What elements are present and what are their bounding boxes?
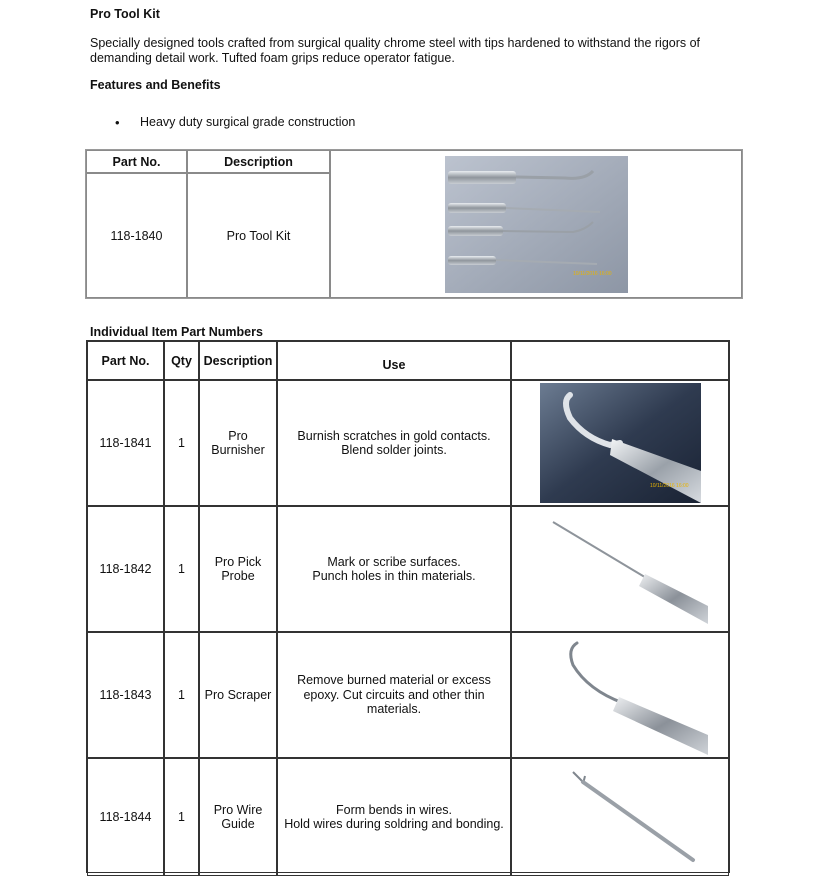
- burnisher-photo: [540, 383, 701, 503]
- description-line: Pro: [228, 428, 248, 443]
- use: [277, 506, 511, 632]
- tool-photo-cell: [511, 758, 729, 876]
- description: [199, 758, 277, 876]
- qty: 1: [164, 632, 199, 758]
- description-line: Guide: [221, 817, 255, 831]
- kit-photo-cell: [330, 150, 742, 298]
- kit-description: Pro Tool Kit: [187, 173, 330, 298]
- use-line: Burnish scratches in gold contacts.: [297, 428, 491, 443]
- tool-photo-cell: [511, 380, 729, 506]
- use: [277, 758, 511, 876]
- page-title: Pro Tool Kit: [90, 7, 160, 21]
- description: [199, 380, 277, 506]
- kit-header-description: Description: [187, 150, 330, 173]
- items-heading: Individual Item Part Numbers: [90, 325, 263, 339]
- use-line: Mark or scribe surfaces.: [327, 554, 461, 569]
- description-line: Probe: [221, 569, 255, 583]
- header-part-no: Part No.: [87, 341, 164, 380]
- description-line: Pro Scraper: [204, 687, 272, 702]
- qty: 1: [164, 380, 199, 506]
- part-no: 118-1843: [87, 632, 164, 758]
- use: [277, 380, 511, 506]
- use-line: Hold wires during soldring and bonding.: [284, 817, 504, 831]
- part-no: 118-1844: [87, 758, 164, 876]
- header-qty: Qty: [164, 341, 199, 380]
- use: [277, 632, 511, 758]
- table-row: [87, 758, 729, 876]
- description-line: Pro Wire: [213, 802, 263, 817]
- part-no: 118-1842: [87, 506, 164, 632]
- intro-paragraph: Specially designed tools crafted from surgical quality chrome steel with tips hardened to withstand the rigors of demanding detail work. Tufted foam grips reduce operator fatigue.: [90, 36, 701, 65]
- description: [199, 632, 277, 758]
- description-line: Pro Pick: [214, 554, 262, 569]
- use-line: Punch holes in thin materials.: [312, 569, 476, 583]
- header-description: Description: [199, 341, 277, 380]
- part-no: 118-1841: [87, 380, 164, 506]
- scraper-photo: [533, 635, 708, 755]
- table-row: [87, 506, 729, 632]
- header-image: [511, 341, 729, 380]
- kit-table: [85, 149, 743, 299]
- header-use: Use: [277, 341, 511, 380]
- qty: 1: [164, 506, 199, 632]
- burnisher-photo-stamp: 10/11/2016 16:00: [649, 483, 689, 489]
- table-row: [87, 380, 729, 506]
- wire-guide-photo: [533, 762, 708, 872]
- qty: 1: [164, 758, 199, 876]
- use-line: Form bends in wires.: [335, 802, 452, 817]
- kit-header-part-no: Part No.: [86, 150, 187, 173]
- tool-photo-cell: [511, 506, 729, 632]
- bullet-icon: •: [115, 115, 120, 130]
- description-line: Burnisher: [211, 443, 265, 457]
- bullet-item: Heavy duty surgical grade construction: [140, 115, 356, 129]
- features-heading: Features and Benefits: [90, 78, 221, 92]
- kit-part-no: 118-1840: [86, 173, 187, 298]
- use-line: epoxy. Cut circuits and other thin: [303, 687, 485, 702]
- items-header-row: [87, 341, 729, 380]
- kit-photo-stamp: 10/11/2016 16:00: [572, 270, 612, 277]
- kit-photo: [445, 156, 628, 293]
- table-row: [87, 632, 729, 758]
- use-line: Blend solder joints.: [341, 443, 447, 457]
- pick-probe-photo: [533, 514, 708, 624]
- description: [199, 506, 277, 632]
- items-table: [86, 340, 730, 873]
- use-line: materials.: [366, 702, 422, 717]
- use-line: Remove burned material or excess: [297, 673, 491, 688]
- tool-photo-cell: [511, 632, 729, 758]
